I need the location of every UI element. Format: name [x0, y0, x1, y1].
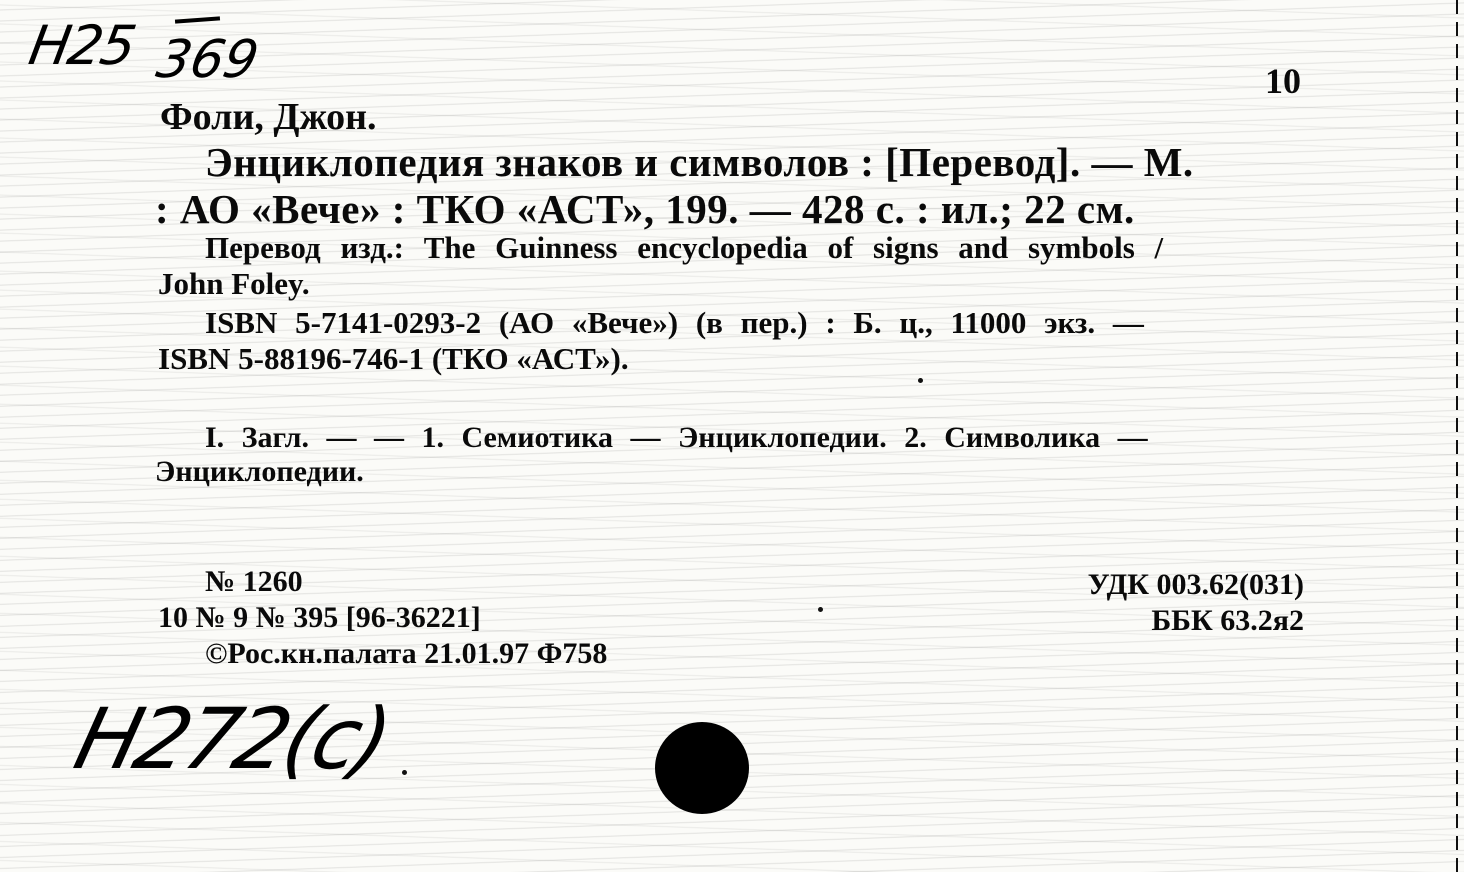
handwritten-bottom-code: H272(c)	[65, 690, 398, 788]
udk-code: УДК 003.62(031)	[1087, 568, 1304, 601]
subjects-line-1: I. Загл. — — 1. Семиотика — Энциклопедии. 2. Символика —	[205, 421, 1148, 454]
subjects-line-2: Энциклопедии.	[155, 455, 364, 488]
original-title-line-1: Перевод изд.: The Guinness encyclopedia of signs and symbols /	[205, 230, 1164, 265]
registry-numbers-line: 10 № 9 № 395 [96-36221]	[158, 601, 481, 634]
handwritten-overline	[175, 16, 220, 23]
card-edge	[1456, 0, 1458, 872]
copyright-line: ©Рос.кн.палата 21.01.97 Ф758	[205, 637, 608, 670]
handwritten-top-code: H25	[24, 14, 139, 77]
title-line-2: : АО «Вече» : ТКО «АСТ», 199. — 428 с. : ил.; 22 см.	[155, 186, 1135, 232]
bbk-code: ББК 63.2я2	[1151, 604, 1304, 637]
speck	[818, 607, 823, 612]
original-title-line-2: John Foley.	[158, 266, 310, 301]
title-line-1: Энциклопедия знаков и символов : [Перевод]. — М.	[205, 139, 1194, 185]
punch-hole	[655, 722, 749, 814]
registry-number: № 1260	[205, 565, 303, 598]
author-heading: Фоли, Джон.	[160, 96, 377, 138]
isbn-line-2: ISBN 5-88196-746-1 (ТКО «АСТ»).	[158, 341, 629, 376]
speck	[918, 378, 923, 383]
isbn-line-1: ISBN 5-7141-0293-2 (АО «Вече») (в пер.) : Б. ц., 11000 экз. —	[205, 305, 1144, 340]
speck	[402, 770, 407, 775]
corner-number: 10	[1265, 61, 1301, 101]
handwritten-top-number: 369	[151, 30, 264, 90]
